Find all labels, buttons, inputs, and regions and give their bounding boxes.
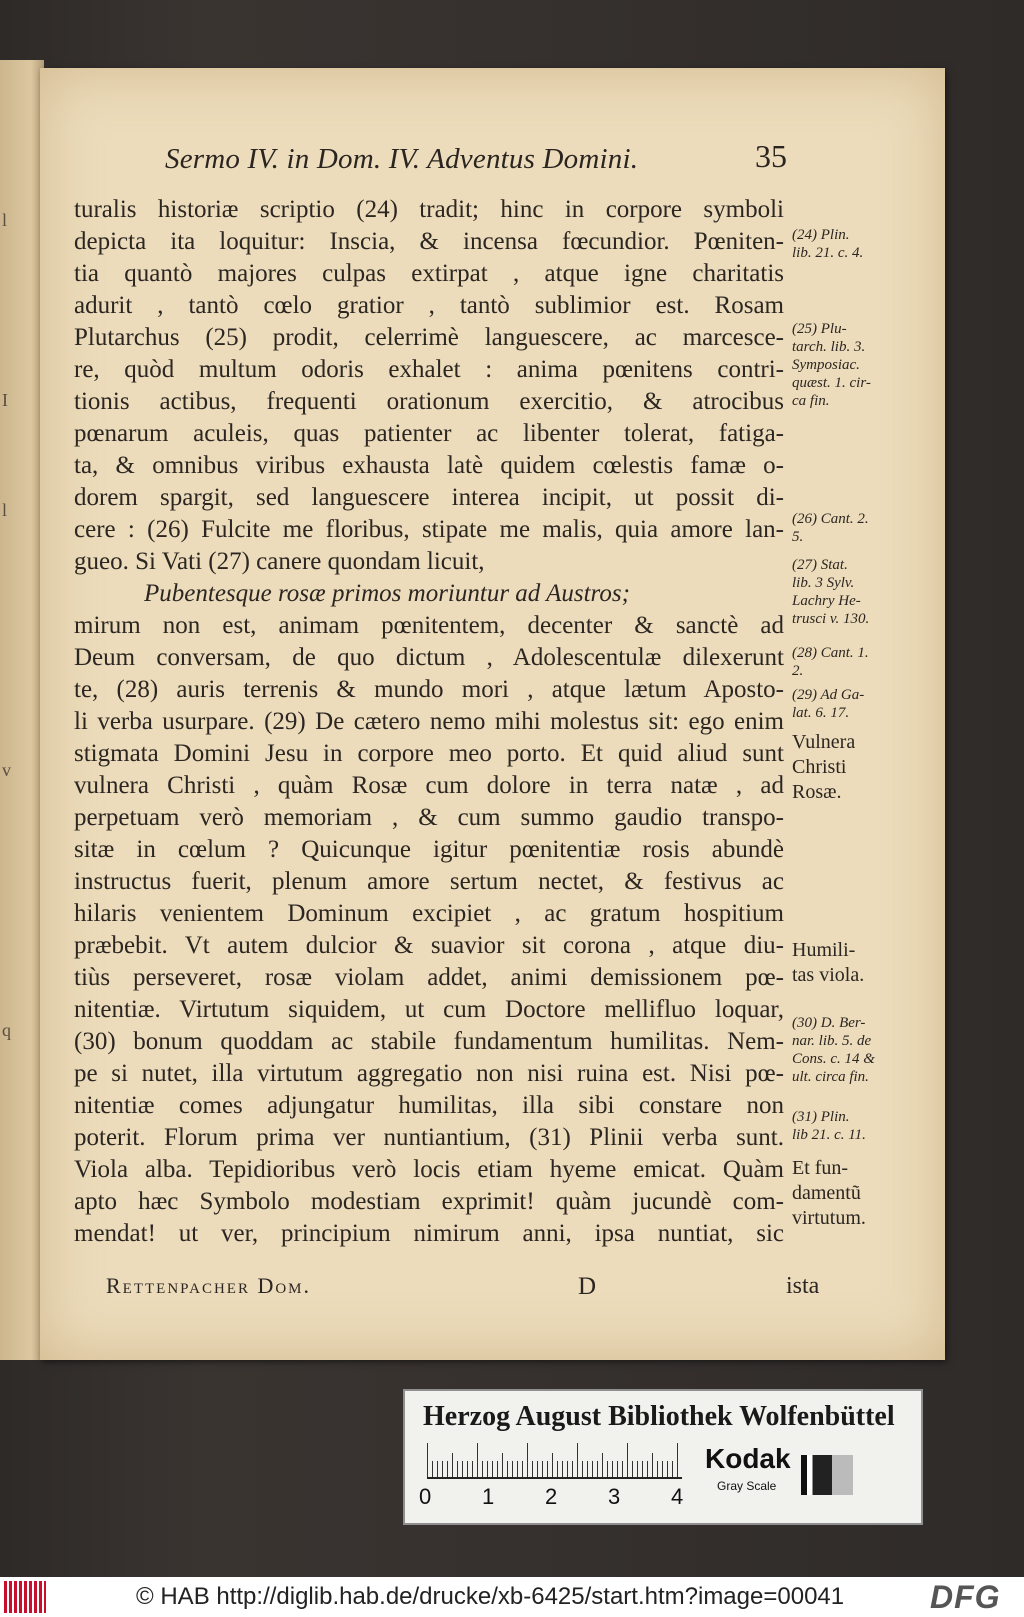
- ruler-label: 1: [482, 1484, 495, 1509]
- marginal-note: (24) Plin. lib. 21. c. 4.: [792, 227, 864, 261]
- text-line: stigmata Domini Jesu in corpore meo porto. Et quid aliud sunt: [74, 740, 784, 767]
- text-line: depicta ita loquitur: Inscia, & incensa fœcundior. Pœniten-: [74, 228, 784, 255]
- marginal-heading: Vulnera Christi Rosæ.: [792, 731, 856, 803]
- ruler-tick: [447, 1461, 448, 1477]
- left-edge-mark: v: [2, 760, 11, 780]
- ruler-tick: [527, 1443, 528, 1477]
- text-line: nitentiæ. Virtutum siquidem, ut cum Doctore mellifluo loquar,: [74, 996, 784, 1023]
- dfg-logo: DFG: [930, 1579, 1001, 1615]
- marginal-heading: Et fun- damentũ virtutum.: [792, 1157, 866, 1229]
- text-line: mirum non est, animam pœnitentem, decenter & sanctè ad: [74, 612, 784, 639]
- ruler-tick: [562, 1461, 563, 1477]
- ruler-tick: [482, 1461, 483, 1477]
- text-line: gueo. Si Vati (27) canere quondam licuit,: [74, 548, 485, 575]
- ruler-tick: [512, 1461, 513, 1477]
- ruler-tick: [437, 1461, 438, 1477]
- text-line: præbebit. Vt autem dulcior & suavior sit corona , atque diu-: [74, 932, 784, 959]
- ruler-tick: [617, 1461, 618, 1477]
- gray-scale-label: Gray Scale: [717, 1479, 777, 1493]
- ruler-tick: [532, 1461, 533, 1477]
- text-line: dorem spargit, sed languescere interea incipit, ut possit di-: [74, 484, 784, 511]
- text-line: instructus fuerit, plenum amore sertum nectet, & festivus ac: [74, 868, 784, 895]
- ruler-tick: [552, 1453, 553, 1477]
- running-head: Sermo IV. in Dom. IV. Adventus Domini.: [165, 143, 639, 175]
- ruler-tick: [602, 1453, 603, 1477]
- marginal-heading: Humili- tas viola.: [792, 939, 865, 986]
- text-line: mendat! ut ver, principium nimirum anni, ipsa nuntiat, sic: [74, 1220, 784, 1247]
- ruler-tick: [587, 1461, 588, 1477]
- ruler-tick: [652, 1453, 653, 1477]
- body-text: [74, 194, 784, 1250]
- text-line: turalis historiæ scriptio (24) tradit; hinc in corpore symboli: [74, 196, 784, 223]
- left-edge-mark: l: [2, 210, 8, 230]
- ruler-tick: [537, 1461, 538, 1477]
- footer-bar: [0, 1577, 1024, 1617]
- ruler-tick: [567, 1461, 568, 1477]
- ruler-tick: [572, 1461, 573, 1477]
- text-line: cere : (26) Fulcite me floribus, stipate me malis, quia amore lan-: [74, 516, 784, 543]
- color-target-card: [403, 1389, 923, 1525]
- ruler-tick: [577, 1443, 578, 1477]
- left-page-edge: [0, 60, 44, 1360]
- footer-credit-link[interactable]: © HAB http://diglib.hab.de/drucke/xb-6425/start.htm?image=00041: [136, 1583, 845, 1610]
- ruler-tick: [642, 1461, 643, 1477]
- text-line: adurit , tantò cœlo gratior , tantò sublimior est. Rosam: [74, 292, 784, 319]
- ruler-label: 4: [671, 1484, 684, 1509]
- ruler-labels: [419, 1484, 719, 1508]
- text-line: (30) bonum quoddam ac stabile fundamentum humilitas. Nem-: [74, 1028, 784, 1055]
- marginal-note: (26) Cant. 2. 5.: [792, 511, 869, 545]
- ruler-tick: [662, 1461, 663, 1477]
- text-line: poterit. Florum prima ver nuntiantium, (31) Plinii verba sunt.: [74, 1124, 784, 1151]
- ruler-tick: [492, 1461, 493, 1477]
- kodak-logo: Kodak: [705, 1443, 791, 1474]
- text-line: li verba usurpare. (29) De cætero nemo mihi molestus sit: ego enim: [74, 708, 784, 735]
- text-line: apto hæc Symbolo modestiam exprimit! quàm jucundè com-: [74, 1188, 784, 1215]
- ruler-tick: [657, 1461, 658, 1477]
- left-edge-mark: I: [2, 390, 8, 410]
- ruler-tick: [427, 1443, 428, 1477]
- ruler-tick: [557, 1461, 558, 1477]
- ruler-tick: [672, 1461, 673, 1477]
- ruler-tick: [677, 1443, 678, 1477]
- ruler-tick: [547, 1461, 548, 1477]
- ruler-tick: [667, 1461, 668, 1477]
- text-line: Viola alba. Tepidioribus verò locis etiam hyeme emicat. Quàm: [74, 1156, 784, 1183]
- left-edge-mark: q: [2, 1020, 11, 1040]
- ruler-tick: [612, 1461, 613, 1477]
- verse-quote: Pubentesque rosæ primos moriuntur ad Austros;: [144, 580, 630, 607]
- ruler-label: 3: [608, 1484, 621, 1509]
- text-line: re, quòd multum odoris exhalet : anima pœnitens contri-: [74, 356, 784, 383]
- ruler-tick: [462, 1461, 463, 1477]
- marginal-note: (27) Stat. lib. 3 Sylv. Lachry He- trusci v. 130.: [792, 557, 870, 627]
- text-line: tionis actibus, frequenti orationum exercitio, & atrocibus: [74, 388, 784, 415]
- text-line: pe si nutet, illa virtutum aggregatio non nisi ruina est. Nisi pœ-: [74, 1060, 784, 1087]
- page-number: 35: [755, 138, 787, 174]
- ruler-tick: [507, 1461, 508, 1477]
- ruler-tick: [607, 1461, 608, 1477]
- ruler-tick: [472, 1461, 473, 1477]
- ruler-label: 2: [545, 1484, 558, 1509]
- gathering-signature: D: [578, 1273, 597, 1300]
- ruler-tick: [442, 1461, 443, 1477]
- ruler-tick: [432, 1461, 433, 1477]
- marginal-note: (28) Cant. 1. 2.: [792, 645, 869, 679]
- book-page: [40, 68, 945, 1360]
- marginal-note: (29) Ad Ga- lat. 6. 17.: [792, 687, 865, 721]
- library-name: Herzog August Bibliothek Wolfenbüttel: [423, 1401, 895, 1432]
- ruler-tick: [592, 1461, 593, 1477]
- barcode-icon: [4, 1581, 46, 1613]
- author-signature: Rettenpacher Dom.: [106, 1273, 312, 1298]
- ruler-tick: [637, 1461, 638, 1477]
- ruler-tick: [457, 1461, 458, 1477]
- gray-scale-swatch: [801, 1455, 853, 1495]
- ruler-tick: [597, 1461, 598, 1477]
- text-line: ta, & omnibus viribus exhausta latè quidem cœlestis famæ o-: [74, 452, 784, 479]
- left-edge-mark: l: [2, 500, 8, 520]
- ruler: [427, 1443, 682, 1479]
- ruler-tick: [517, 1461, 518, 1477]
- ruler-tick: [647, 1461, 648, 1477]
- text-line: Deum conversam, de quo dictum , Adolescentulæ dilexerunt: [74, 644, 784, 671]
- ruler-tick: [522, 1461, 523, 1477]
- text-line: te, (28) auris terrenis & mundo mori , atque lætum Aposto-: [74, 676, 784, 703]
- ruler-tick: [452, 1453, 453, 1477]
- ruler-tick: [582, 1461, 583, 1477]
- ruler-tick: [542, 1461, 543, 1477]
- ruler-tick: [487, 1461, 488, 1477]
- ruler-tick: [622, 1461, 623, 1477]
- text-line: vulnera Christi , quàm Rosæ cum dolore in terra natæ , ad: [74, 772, 784, 799]
- ruler-tick: [477, 1443, 478, 1477]
- text-line: tia quantò majores culpas extirpat , atque igne charitatis: [74, 260, 784, 287]
- marginal-note: (30) D. Ber- nar. lib. 5. de Cons. c. 14 & ult. circa fin.: [792, 1015, 875, 1085]
- ruler-tick: [467, 1461, 468, 1477]
- ruler-label: 0: [419, 1484, 432, 1509]
- ruler-tick: [497, 1461, 498, 1477]
- text-line: nitentiæ comes adjungatur humilitas, illa sibi constare non: [74, 1092, 784, 1119]
- text-line: pœnarum aculeis, quas patienter ac libenter tolerat, fatiga-: [74, 420, 784, 447]
- text-line: tiùs perseveret, rosæ violam addet, animi demissionem pœ-: [74, 964, 784, 991]
- ruler-tick: [627, 1443, 628, 1477]
- text-line: hilaris venientem Dominum excipiet , ac gratum hospitium: [74, 900, 784, 927]
- ruler-tick: [632, 1461, 633, 1477]
- marginal-note: (25) Plu- tarch. lib. 3. Symposiac. quæst. 1. cir- ca fin.: [792, 321, 871, 409]
- marginal-note: (31) Plin. lib 21. c. 11.: [792, 1109, 866, 1143]
- text-line: sitæ in cœlum ? Quicunque igitur pœnitentiæ rosis abundè: [74, 836, 784, 863]
- text-line: perpetuam verò memoriam , & cum summo gaudio transpo-: [74, 804, 784, 831]
- ruler-tick: [502, 1453, 503, 1477]
- catchword: ista: [786, 1273, 820, 1299]
- text-line: Plutarchus (25) prodit, celerrimè languescere, ac marcesce-: [74, 324, 784, 351]
